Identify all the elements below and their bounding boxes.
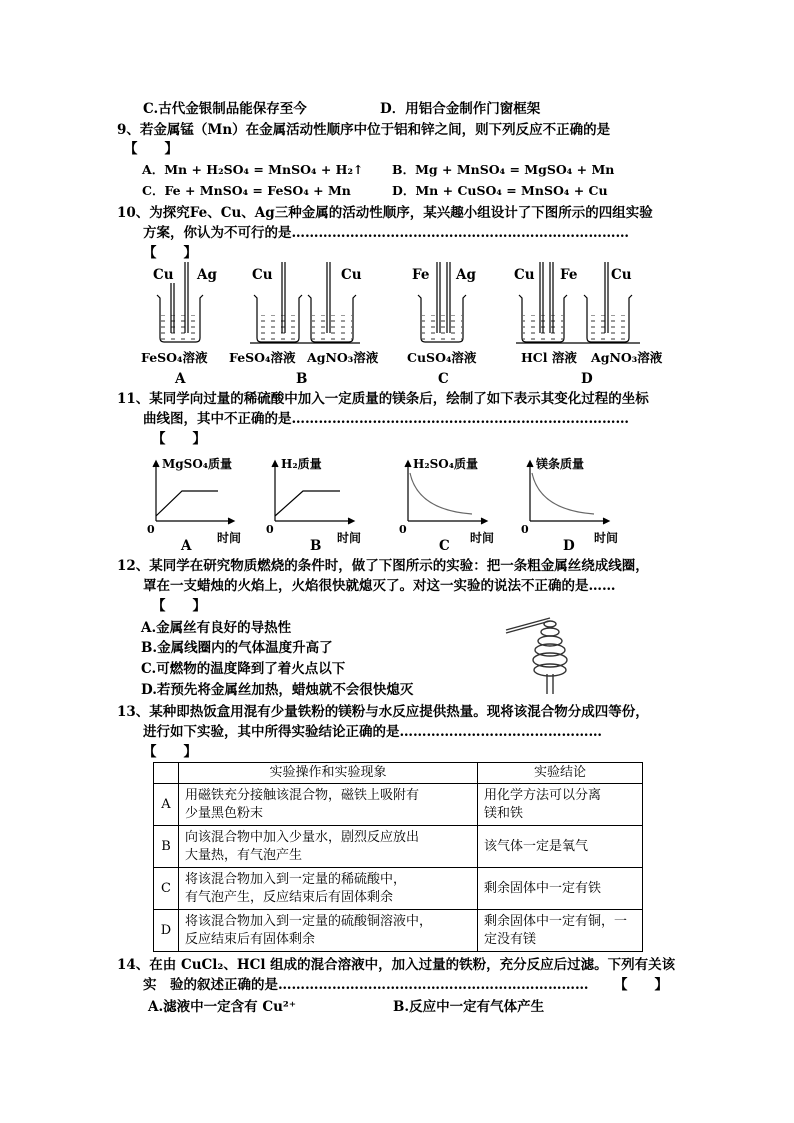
table-row bbox=[154, 868, 643, 910]
q11-stem-line2: 曲线图，其中不正确的是………………………………………………………………… bbox=[143, 411, 629, 427]
choice-letter: A bbox=[175, 371, 186, 387]
metal-label: Fe bbox=[412, 267, 430, 283]
graph-origin: 0 bbox=[399, 523, 407, 536]
header-blank bbox=[154, 763, 179, 784]
metal-label: Cu bbox=[341, 267, 362, 283]
metal-label: Fe bbox=[560, 267, 578, 283]
metal-label: Cu bbox=[514, 267, 535, 283]
conclusion-line: 剩余固体中一定有铜，一 bbox=[484, 913, 628, 929]
q10-bracket: 【 】 bbox=[143, 245, 197, 261]
solution-label: FeSO₄溶液 bbox=[141, 350, 208, 365]
q13-stem-line1: 13、某种即热饭盒用混有少量铁粉的镁粉与水反应提供热量。现将该混合物分成四等份， bbox=[117, 704, 649, 720]
coil-candle-illustration bbox=[500, 612, 590, 697]
q8-option-d: D．用铝合金制作门窗框架 bbox=[380, 101, 541, 117]
q9-option-c: C．Fe + MnSO₄ = FeSO₄ + Mn bbox=[142, 183, 351, 198]
q14-option-b: B.反应中一定有气体产生 bbox=[393, 999, 545, 1015]
graph-origin: 0 bbox=[266, 523, 274, 536]
solution-label: AgNO₃溶液 bbox=[307, 350, 379, 365]
q9-stem: 9、若金属锰（Mn）在金属活动性顺序中位于铝和锌之间，则下列反应不正确的是 bbox=[117, 122, 611, 138]
conclusion-cell bbox=[478, 868, 643, 910]
operation-line: 有气泡产生，反应结束后有固体剩余 bbox=[185, 889, 394, 905]
q11-bracket: 【 】 bbox=[152, 431, 206, 447]
choice-letter: C bbox=[438, 371, 449, 387]
header-operation: 实验操作和实验现象 bbox=[179, 763, 478, 784]
operation-line: 将该混合物加入到一定量的稀硫酸中， bbox=[185, 871, 407, 887]
graph-xlabel: 时间 bbox=[217, 531, 242, 545]
solution-label: AgNO₃溶液 bbox=[591, 350, 663, 365]
metal-label: Cu bbox=[252, 267, 273, 283]
q11-stem-line1: 11、某同学向过量的稀硫酸中加入一定质量的镁条后，绘制了如下表示其变化过程的坐标 bbox=[117, 391, 649, 407]
row-label: D bbox=[154, 910, 179, 952]
graph-origin: 0 bbox=[147, 523, 155, 536]
solution-label: CuSO₄溶液 bbox=[407, 350, 477, 365]
choice-letter: A bbox=[181, 538, 192, 554]
solution-label: FeSO₄溶液 bbox=[229, 350, 296, 365]
choice-letter: C bbox=[439, 538, 450, 554]
conclusion-line: 用化学方法可以分离 bbox=[484, 787, 602, 803]
operation-line: 反应结束后有固体剩余 bbox=[185, 931, 316, 947]
q12-stem-line1: 12、某同学在研究物质燃烧的条件时，做了下图所示的实验：把一条粗金属丝绕成线圈， bbox=[117, 558, 649, 574]
operation-line: 少量黑色粉末 bbox=[185, 805, 264, 821]
header-conclusion: 实验结论 bbox=[478, 763, 643, 784]
choice-letter: D bbox=[563, 538, 575, 554]
metal-label: Cu bbox=[611, 267, 632, 283]
table-row bbox=[154, 826, 643, 868]
q10-stem-line1: 10、为探究Fe、Cu、Ag三种金属的活动性顺序，某兴趣小组设计了下图所示的四组实验 bbox=[117, 205, 653, 221]
metal-label: Ag bbox=[197, 267, 217, 283]
q9-bracket: 【 】 bbox=[124, 141, 178, 157]
q12-option-a: A.金属丝有良好的导热性 bbox=[141, 620, 292, 636]
q13-stem-line2: 进行如下实验，其中所得实验结论正确的是……………………………………… bbox=[143, 724, 602, 740]
conclusion-line: 定没有镁 bbox=[484, 931, 537, 947]
q14-stem-line2: 实 验的叙述正确的是…………………………………………………………… bbox=[143, 977, 589, 993]
row-label: B bbox=[154, 826, 179, 868]
graph-ylabel: H₂质量 bbox=[281, 457, 322, 471]
conclusion-line: 剩余固体中一定有铁 bbox=[484, 880, 602, 896]
operation-cell bbox=[179, 784, 478, 826]
table-header-row bbox=[154, 763, 643, 784]
q13-results-table bbox=[153, 762, 643, 952]
graph-xlabel: 时间 bbox=[594, 531, 619, 545]
table-row bbox=[154, 784, 643, 826]
operation-cell bbox=[179, 826, 478, 868]
operation-line: 大量热，有气泡产生 bbox=[185, 847, 303, 863]
conclusion-line: 镁和铁 bbox=[484, 805, 524, 821]
metal-label: Ag bbox=[456, 267, 476, 283]
choice-letter: B bbox=[310, 538, 322, 554]
q9-option-b: B．Mg + MnSO₄ = MgSO₄ + Mn bbox=[392, 162, 615, 177]
q14-stem-line1: 14、在由 CuCl₂、HCl 组成的混合溶液中，加入过量的铁粉，充分反应后过滤。下列有关该 bbox=[117, 957, 676, 973]
metal-label: Cu bbox=[153, 267, 174, 283]
q10-stem-line2: 方案，你认为不可行的是………………………………………………………………… bbox=[143, 225, 629, 241]
conclusion-cell bbox=[478, 826, 643, 868]
table-row bbox=[154, 910, 643, 952]
q12-option-c: C.可燃物的温度降到了着火点以下 bbox=[141, 661, 346, 677]
graph-xlabel: 时间 bbox=[470, 531, 495, 545]
q12-option-b: B.金属线圈内的气体温度升高了 bbox=[141, 640, 333, 656]
operation-line: 将该混合物加入到一定量的硫酸铜溶液中， bbox=[185, 913, 433, 929]
graph-ylabel: H₂SO₄质量 bbox=[413, 457, 478, 471]
operation-line: 用磁铁充分接触该混合物，磁铁上吸附有 bbox=[185, 787, 420, 803]
graph-ylabel: 镁条质量 bbox=[536, 457, 585, 471]
conclusion-cell bbox=[478, 910, 643, 952]
q13-bracket: 【 】 bbox=[143, 744, 197, 760]
row-label: A bbox=[154, 784, 179, 826]
q14-bracket: 【 】 bbox=[614, 977, 668, 993]
conclusion-cell bbox=[478, 784, 643, 826]
q14-option-a: A.滤液中一定含有 Cu²⁺ bbox=[148, 999, 296, 1015]
q9-option-d: D．Mn + CuSO₄ = MnSO₄ + Cu bbox=[392, 183, 608, 198]
row-label: C bbox=[154, 868, 179, 910]
q12-option-d: D.若预先将金属丝加热，蜡烛就不会很快熄灭 bbox=[141, 682, 414, 698]
q9-option-a: A．Mn + H₂SO₄ = MnSO₄ + H₂↑ bbox=[142, 162, 364, 177]
operation-line: 向该混合物中加入少量水，剧烈反应放出 bbox=[185, 829, 420, 845]
choice-letter: B bbox=[296, 371, 308, 387]
operation-cell bbox=[179, 910, 478, 952]
solution-label: HCl 溶液 bbox=[521, 350, 577, 365]
operation-cell bbox=[179, 868, 478, 910]
q8-option-c: C.古代金银制品能保存至今 bbox=[143, 101, 307, 117]
conclusion-line: 该气体一定是氧气 bbox=[484, 838, 589, 854]
choice-letter: D bbox=[581, 371, 593, 387]
graph-origin: 0 bbox=[521, 523, 529, 536]
q12-stem-line2: 罩在一支蜡烛的火焰上，火焰很快就熄灭了。对这一实验的说法不正确的是…… bbox=[143, 578, 616, 594]
graph-xlabel: 时间 bbox=[337, 531, 362, 545]
graph-ylabel: MgSO₄质量 bbox=[162, 457, 233, 471]
q12-bracket: 【 】 bbox=[152, 598, 206, 614]
